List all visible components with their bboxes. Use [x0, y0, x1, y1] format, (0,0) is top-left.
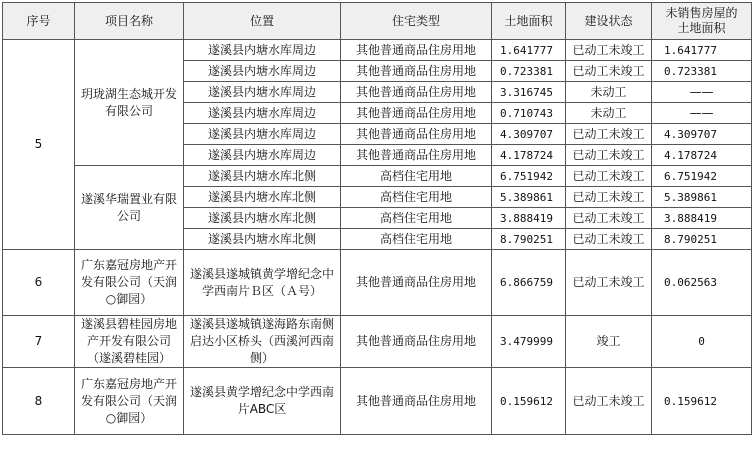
unsold-cell: 0.723381: [652, 61, 752, 82]
unsold-cell: 0: [652, 316, 752, 368]
unsold-cell: 4.178724: [652, 145, 752, 166]
header-unsold-line2: 土地面积: [677, 21, 726, 35]
status-cell: 未动工: [566, 82, 652, 103]
area-cell: 0.159612: [492, 368, 566, 435]
location-cell: 遂溪县内塘水库周边: [184, 82, 341, 103]
type-cell: 其他普通商品住房用地: [341, 103, 492, 124]
type-cell: 其他普通商品住房用地: [341, 124, 492, 145]
area-cell: 0.723381: [492, 61, 566, 82]
seq-cell: 8: [3, 368, 75, 435]
type-cell: 高档住宅用地: [341, 208, 492, 229]
location-cell: 遂溪县内塘水库北侧: [184, 208, 341, 229]
location-cell: 遂溪县遂城镇黄学增纪念中学西南片Ｂ区（Ａ号）: [184, 250, 341, 316]
status-cell: 竣工: [566, 316, 652, 368]
type-cell: 其他普通商品住房用地: [341, 316, 492, 368]
unsold-cell: ——: [652, 103, 752, 124]
area-cell: 8.790251: [492, 229, 566, 250]
unsold-cell: 3.888419: [652, 208, 752, 229]
location-cell: 遂溪县内塘水库周边: [184, 103, 341, 124]
location-cell: 遂溪县内塘水库周边: [184, 61, 341, 82]
location-cell: 遂溪县内塘水库周边: [184, 124, 341, 145]
unsold-cell: 0.062563: [652, 250, 752, 316]
location-cell: 遂溪县内塘水库周边: [184, 40, 341, 61]
status-cell: 已动工未竣工: [566, 368, 652, 435]
status-cell: 已动工未竣工: [566, 40, 652, 61]
header-location: 位置: [184, 3, 341, 40]
project-name-cell: 遂溪县碧桂园房地产开发有限公司（遂溪碧桂园）: [75, 316, 184, 368]
type-cell: 其他普通商品住房用地: [341, 40, 492, 61]
area-cell: 5.389861: [492, 187, 566, 208]
location-cell: 遂溪县遂城镇遂海路东南侧启达小区桥头（西溪河西南侧）: [184, 316, 341, 368]
area-cell: 0.710743: [492, 103, 566, 124]
seq-cell: 7: [3, 316, 75, 368]
header-name: 项目名称: [75, 3, 184, 40]
status-cell: 未动工: [566, 103, 652, 124]
status-cell: 已动工未竣工: [566, 61, 652, 82]
header-status: 建设状态: [566, 3, 652, 40]
location-cell: 遂溪县内塘水库周边: [184, 145, 341, 166]
header-row: [3, 3, 752, 40]
location-cell: 遂溪县内塘水库北侧: [184, 187, 341, 208]
status-cell: 已动工未竣工: [566, 124, 652, 145]
table-row: [3, 40, 752, 61]
area-cell: 3.888419: [492, 208, 566, 229]
header-unsold: [652, 3, 752, 40]
project-name-cell: 广东嘉冠房地产开发有限公司（天润○御园）: [75, 368, 184, 435]
seq-cell: 6: [3, 250, 75, 316]
location-cell: 遂溪县内塘水库北侧: [184, 166, 341, 187]
unsold-cell: 6.751942: [652, 166, 752, 187]
table-row: [3, 316, 752, 368]
header-seq: 序号: [3, 3, 75, 40]
project-name-cell: 遂溪华瑞置业有限公司: [75, 166, 184, 250]
status-cell: 已动工未竣工: [566, 229, 652, 250]
area-cell: 3.479999: [492, 316, 566, 368]
unsold-cell: ——: [652, 82, 752, 103]
header-area: 土地面积: [492, 3, 566, 40]
table-row: [3, 250, 752, 316]
status-cell: 已动工未竣工: [566, 208, 652, 229]
status-cell: 已动工未竣工: [566, 187, 652, 208]
type-cell: 其他普通商品住房用地: [341, 82, 492, 103]
type-cell: 高档住宅用地: [341, 229, 492, 250]
unsold-cell: 8.790251: [652, 229, 752, 250]
header-unsold-line1: 未销售房屋的: [665, 6, 738, 20]
table-row: [3, 166, 752, 187]
table-row: [3, 368, 752, 435]
status-cell: 已动工未竣工: [566, 250, 652, 316]
type-cell: 其他普通商品住房用地: [341, 61, 492, 82]
type-cell: 其他普通商品住房用地: [341, 250, 492, 316]
unsold-cell: 0.159612: [652, 368, 752, 435]
project-name-cell: 玥珑湖生态城开发有限公司: [75, 40, 184, 166]
location-cell: 遂溪县黄学增纪念中学西南片ABC区: [184, 368, 341, 435]
area-cell: 4.178724: [492, 145, 566, 166]
type-cell: 高档住宅用地: [341, 166, 492, 187]
area-cell: 6.751942: [492, 166, 566, 187]
project-name-cell: 广东嘉冠房地产开发有限公司（天润○御园）: [75, 250, 184, 316]
type-cell: 其他普通商品住房用地: [341, 368, 492, 435]
unsold-cell: 1.641777: [652, 40, 752, 61]
type-cell: 其他普通商品住房用地: [341, 145, 492, 166]
land-table: [2, 2, 752, 435]
area-cell: 1.641777: [492, 40, 566, 61]
seq-cell: 5: [3, 40, 75, 250]
area-cell: 3.316745: [492, 82, 566, 103]
header-type: 住宅类型: [341, 3, 492, 40]
unsold-cell: 5.389861: [652, 187, 752, 208]
status-cell: 已动工未竣工: [566, 145, 652, 166]
type-cell: 高档住宅用地: [341, 187, 492, 208]
unsold-cell: 4.309707: [652, 124, 752, 145]
area-cell: 6.866759: [492, 250, 566, 316]
status-cell: 已动工未竣工: [566, 166, 652, 187]
area-cell: 4.309707: [492, 124, 566, 145]
location-cell: 遂溪县内塘水库北侧: [184, 229, 341, 250]
